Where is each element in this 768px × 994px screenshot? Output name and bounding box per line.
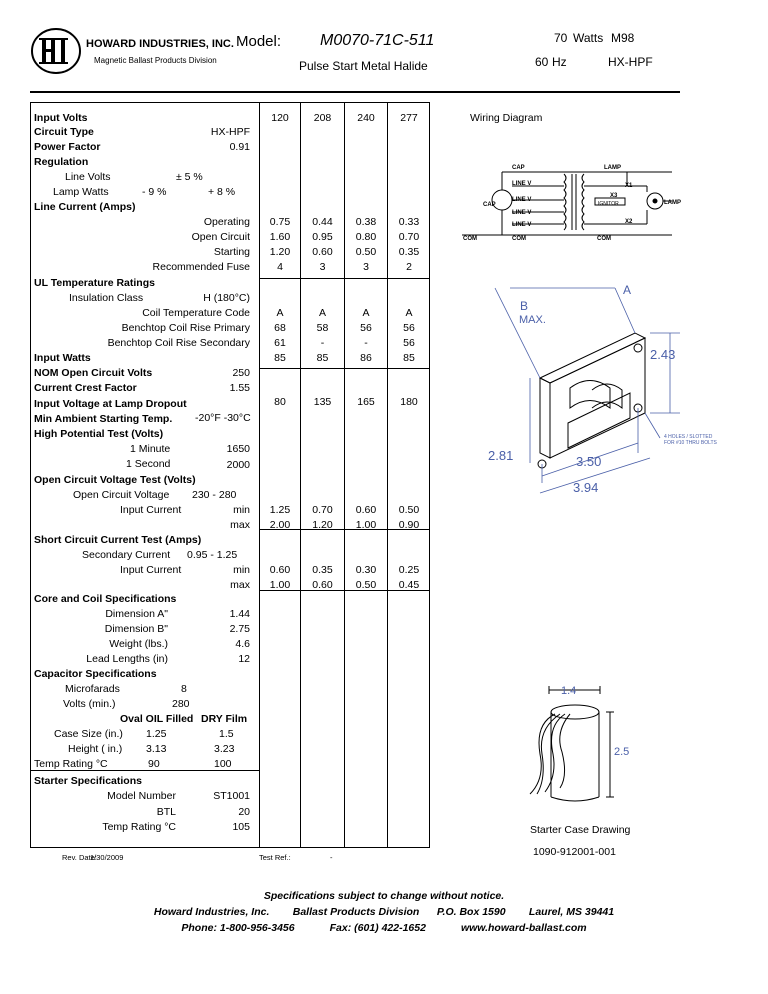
wd-x3: X3 [610,193,618,199]
footer-pobox: P.O. Box 1590 [436,906,506,918]
wd-com-1: COM [463,236,477,242]
operating-v3: 0.38 [355,216,377,228]
company-name: HOWARD INDUSTRIES, INC. [86,38,234,50]
line-volts-label: Line Volts [65,171,111,183]
footer-notice: Specifications subject to change without notice. [263,890,505,902]
col-divider [300,102,301,848]
rec-fuse-label: Recommended Fuse [152,261,250,273]
footer-website[interactable]: www.howard-ballast.com [460,922,587,934]
open-circuit-v2: 0.95 [312,231,333,243]
rise-secondary-v2: - [320,337,325,349]
scc-max-label: max [230,579,250,591]
footer-address-line [0,906,768,918]
ocv-test-label: Open Circuit Voltage Test (Volts) [34,474,196,486]
rise-primary-v3: 56 [360,322,372,334]
scc-min-label: min [233,564,250,576]
ocv-max-label: max [230,519,250,531]
min-ambient-value: -20°F -30°C [195,412,251,424]
section-divider [30,770,260,771]
lamp-code: M98 [611,31,635,45]
rec-fuse-v1: 4 [277,261,283,273]
col-divider [259,102,260,848]
lamp-watts-minus: - 9 % [142,186,167,198]
scc-value: 0.95 - 1.25 [187,549,238,561]
one-minute-value: 1650 [226,443,250,455]
insulation-value: H (180°C) [203,292,250,304]
watts-value: 70 [554,31,568,45]
cap-volts-value: 280 [172,698,190,710]
dim-a-label: Dimension A" [105,608,168,620]
ocv-max-v4: 0.90 [398,519,420,531]
nom-ocv-label: NOM Open Circuit Volts [34,367,153,379]
height-label: Height ( in.) [68,743,123,755]
dim-b-value: 2.75 [229,623,250,635]
ballast-drawing [480,278,705,503]
test-ref-label: Test Ref.: [259,853,291,862]
col-divider [387,102,388,848]
scc-test-label: Short Circuit Current Test (Amps) [34,534,202,546]
one-minute-label: 1 Minute [130,443,171,455]
dim-label-243: 2.43 [650,347,676,362]
lamp-watts-plus: + 8 % [208,186,236,198]
dim-a-value: 1.44 [229,608,250,620]
voltage-col-2: 208 [313,112,332,124]
scc-min-v3: 0.30 [355,564,377,576]
ocv-max-v3: 1.00 [355,519,377,531]
cap-specs-label: Capacitor Specifications [34,668,157,680]
nom-ocv-value: 250 [232,367,250,379]
input-watts-v3: 86 [360,352,372,364]
scc-label: Secondary Current [82,549,171,561]
scc-max-v4: 0.45 [398,579,420,591]
voltage-col-1: 120 [271,112,289,124]
starter-temp-label: Temp Rating °C [102,821,176,833]
operating-v1: 0.75 [269,216,291,228]
starter-case-caption: Starter Case Drawing [530,824,631,836]
model-number: M0070-71C-511 [320,32,435,49]
rev-date: 1/30/2009 [90,853,124,862]
power-factor-value: 0.91 [229,141,250,153]
dropout-v4: 180 [400,396,418,408]
dim-label-holes: 4 HOLES / SLOTTED FOR #10 THRU BOLTS [664,434,717,446]
coil-temp-code-label: Coil Temperature Code [142,307,250,319]
coil-code-v3: A [362,307,370,319]
coil-code-v1: A [276,307,284,319]
weight-label: Weight (lbs.) [109,638,168,650]
rec-fuse-v4: 2 [406,261,412,273]
watts-label: Watts [573,31,604,45]
wd-line-v-4: LINE V [512,222,532,228]
starter-temp-value: 105 [232,821,250,833]
circuit-type-value: HX-HPF [210,126,250,138]
case-size-dry: 1.5 [219,728,234,740]
dim-label-394: 3.94 [573,480,599,495]
starter-case-drawing [505,682,635,804]
rise-primary-v1: 68 [274,322,286,334]
circuit-type-label: Circuit Type [34,126,94,138]
starting-v4: 0.35 [398,246,420,258]
case-size-label: Case Size (in.) [54,728,123,740]
col-divider [344,102,345,848]
starter-model-value: ST1001 [213,790,250,802]
operating-v4: 0.33 [398,216,420,228]
open-circuit-v4: 0.70 [398,231,420,243]
scc-input-label: Input Current [120,564,182,576]
starter-dim-25: 2.5 [614,746,630,758]
wd-cap: CAP [483,202,496,208]
min-ambient-label: Min Ambient Starting Temp. [34,413,173,425]
ocv-max-v2: 1.20 [312,519,333,531]
model-label: Model: [236,33,282,50]
header-rule [30,91,680,93]
rise-primary-v4: 56 [403,322,415,334]
scc-min-v4: 0.25 [398,564,420,576]
open-circuit-label: Open Circuit [191,231,250,243]
open-circuit-v1: 1.60 [269,231,291,243]
open-circuit-v3: 0.80 [355,231,377,243]
wd-lamp-right: LAMP [664,200,681,206]
rise-secondary-v1: 61 [274,337,286,349]
rise-primary-label: Benchtop Coil Rise Primary [121,322,250,334]
ocv-label: Open Circuit Voltage [73,489,170,501]
one-second-label: 1 Second [126,458,171,470]
footer-contact-line [0,922,768,934]
dry-film-label: DRY Film [201,713,248,725]
dropout-v3: 165 [357,396,375,408]
one-second-value: 2000 [226,459,250,471]
rise-secondary-v4: 56 [403,337,415,349]
dim-label-b: B [520,299,529,313]
temp-rating-dry: 100 [214,758,232,770]
test-ref-value: - [330,853,333,862]
voltage-col-3: 240 [357,112,375,124]
operating-v2: 0.44 [312,216,333,228]
lamp-watts-label: Lamp Watts [53,186,109,198]
leads-value: 12 [238,653,250,665]
ocv-value: 230 - 280 [192,489,237,501]
ocv-max-v1: 2.00 [269,519,291,531]
scc-min-v2: 0.35 [312,564,333,576]
ul-temp-label: UL Temperature Ratings [34,277,155,289]
rec-fuse-v3: 3 [363,261,369,273]
input-watts-v4: 85 [403,352,415,364]
starter-model-label: Model Number [107,790,176,802]
dim-label-max: MAX. [519,314,546,326]
footer-city: Laurel, MS 39441 [528,906,615,918]
dropout-label: Input Voltage at Lamp Dropout [34,398,187,410]
height-dry: 3.23 [214,743,235,755]
rise-secondary-v3: - [364,337,368,349]
core-label: Core and Coil Specifications [34,593,177,605]
hertz-label: Hz [552,55,567,69]
coil-code-v2: A [318,307,326,319]
dim-b-label: Dimension B" [104,623,168,635]
operating-label: Operating [203,216,250,228]
rise-secondary-label: Benchtop Coil Rise Secondary [107,337,250,349]
line-volts-value: ± 5 % [176,171,203,183]
microfarads-value: 8 [181,683,187,695]
ocv-min-label: min [233,504,250,516]
starting-v3: 0.50 [355,246,377,258]
oval-oil-label: Oval OIL Filled [120,713,194,725]
temp-rating-oil: 90 [148,758,160,770]
starting-v2: 0.60 [312,246,333,258]
footer-company: Howard Industries, Inc. [153,906,270,918]
voltage-col-4: 277 [400,112,418,124]
wd-x1: X1 [625,183,633,189]
footer-phone: Phone: 1-800-956-3456 [181,922,295,934]
footer-division: Ballast Products Division [292,906,420,918]
lamp-type: Pulse Start Metal Halide [299,59,428,73]
wd-com-2: COM [512,236,526,242]
division-name: Magnetic Ballast Products Division [94,56,217,65]
wd-cap-top: CAP [512,165,525,171]
circuit-type-header: HX-HPF [608,55,653,69]
rise-primary-v2: 58 [316,322,329,334]
dim-label-350: 3.50 [576,454,602,469]
dim-label-a: A [623,283,632,297]
microfarads-label: Microfarads [65,683,120,695]
wd-x2: X2 [625,219,633,225]
hipot-label: High Potential Test (Volts) [34,428,164,440]
wiring-diagram [462,160,692,245]
input-watts-v2: 85 [316,352,329,364]
scc-max-v3: 0.50 [355,579,377,591]
dim-label-281: 2.81 [488,448,514,463]
scc-min-v1: 0.60 [269,564,291,576]
weight-value: 4.6 [235,638,250,650]
regulation-label: Regulation [34,156,89,168]
wd-ignitor: IGNITOR [598,201,619,207]
hertz-value: 60 [535,55,549,69]
temp-rating-label: Temp Rating °C [34,758,108,770]
input-watts-v1: 85 [274,352,286,364]
wd-line-v-1: LINE V [512,181,532,187]
coil-code-v4: A [405,307,413,319]
height-oil: 3.13 [146,743,167,755]
dropout-v1: 80 [274,396,286,408]
row-divider [259,368,430,369]
crest-value: 1.55 [229,382,250,394]
case-size-oil: 1.25 [146,728,167,740]
starter-part-number: 1090-912001-001 [533,846,616,858]
line-current-label: Line Current (Amps) [34,201,136,213]
starting-label: Starting [213,246,250,258]
scc-max-v1: 1.00 [269,579,291,591]
wd-line-v-3: LINE V [512,210,532,216]
footer-fax: Fax: (601) 422-1652 [329,922,426,934]
ocv-min-v3: 0.60 [355,504,377,516]
wd-lamp-top: LAMP [604,165,621,171]
input-watts-label: Input Watts [34,352,91,364]
wiring-diagram-title: Wiring Diagram [470,112,543,124]
ocv-input-label: Input Current [120,504,182,516]
input-volts-label: Input Volts [34,112,88,124]
starting-v1: 1.20 [269,246,291,258]
starter-dim-14: 1.4 [561,685,577,697]
leads-label: Lead Lengths (in) [86,653,168,665]
row-divider [259,278,430,279]
cap-volts-label: Volts (min.) [63,698,116,710]
crest-label: Current Crest Factor [34,382,137,394]
rev-date-label: Rev. Date: [62,853,97,862]
rec-fuse-v2: 3 [319,261,326,273]
dropout-v2: 135 [313,396,332,408]
scc-max-v2: 0.60 [312,579,333,591]
ocv-min-v1: 1.25 [269,504,291,516]
wd-com-3: COM [597,236,611,242]
btl-label: BTL [156,806,176,818]
starter-label: Starter Specifications [34,775,142,787]
insulation-label: Insulation Class [69,292,144,304]
company-logo [30,26,82,76]
ocv-min-v4: 0.50 [398,504,420,516]
wd-line-v-2: LINE V [512,197,532,203]
power-factor-label: Power Factor [34,141,101,153]
btl-value: 20 [238,806,250,818]
ocv-min-v2: 0.70 [312,504,333,516]
